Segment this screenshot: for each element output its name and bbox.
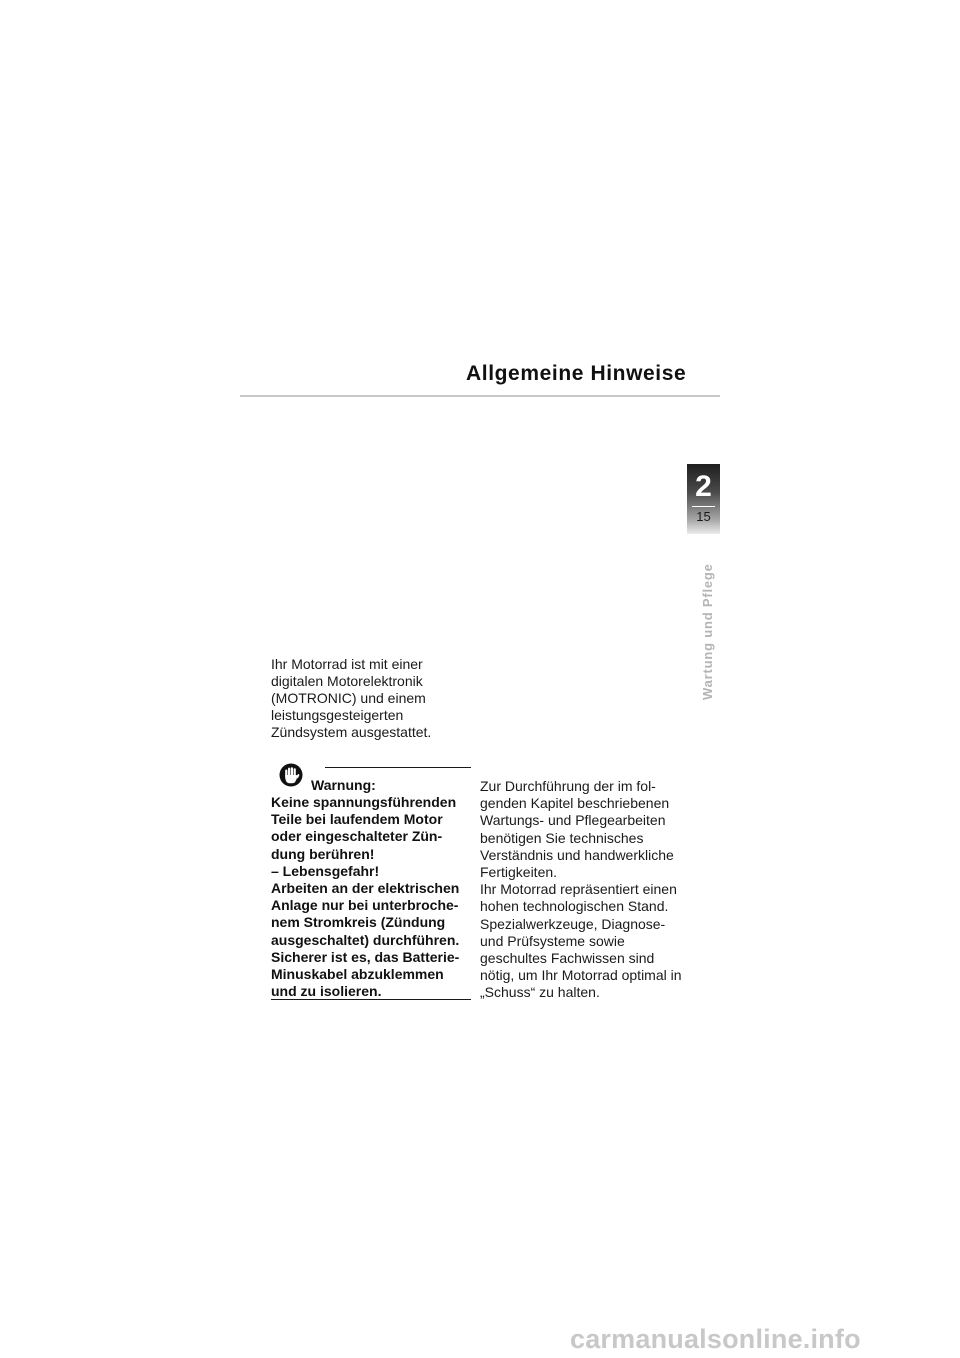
chapter-number: 2 (695, 470, 712, 503)
title-divider (240, 395, 720, 397)
chapter-tab (687, 464, 720, 534)
hand-stop-icon (279, 763, 303, 787)
section-label: Wartung und Pflege (700, 563, 715, 700)
warning-label: Warnung: (311, 777, 376, 793)
warning-bottom-rule (271, 999, 471, 1000)
maintenance-paragraph: Zur Durchführung der im fol-genden Kapitel beschriebenen Wartungs- und Pflegearbeiten benötigen Sie technisches Verständnis und handwerkliche Fertigkeiten. Ihr Motorrad repräsentiert einen hohen technologischen Stand. Spezialwerkzeuge, Diagnose- und Prüfsysteme sowie geschultes Fachwissen sind nötig, um Ihr Motorrad optimal in „Schuss“ zu halten. (480, 778, 682, 1001)
intro-paragraph: Ihr Motorrad ist mit einer digitalen Motorelektronik (MOTRONIC) und einem leistungsgesteigerten Zündsystem ausgestattet. (271, 656, 432, 740)
warning-text: Keine spannungsführenden Teile bei laufendem Motor oder eingeschalteter Zün-dung berühren! – Lebensgefahr! Arbeiten an der elektrischen Anlage nur bei unterbroche-nem Stromkreis (Zündung ausgeschaltet) durchführen. Sicherer ist es, das Batterie-Minuskabel abzuklemmen und zu isolieren. (271, 794, 460, 1000)
chapter-tab-divider (692, 506, 715, 507)
warning-top-rule (325, 767, 471, 768)
watermark: carmanualsonline.info (570, 1324, 861, 1354)
page-title: Allgemeine Hinweise (466, 362, 687, 385)
page-number: 15 (696, 509, 711, 524)
